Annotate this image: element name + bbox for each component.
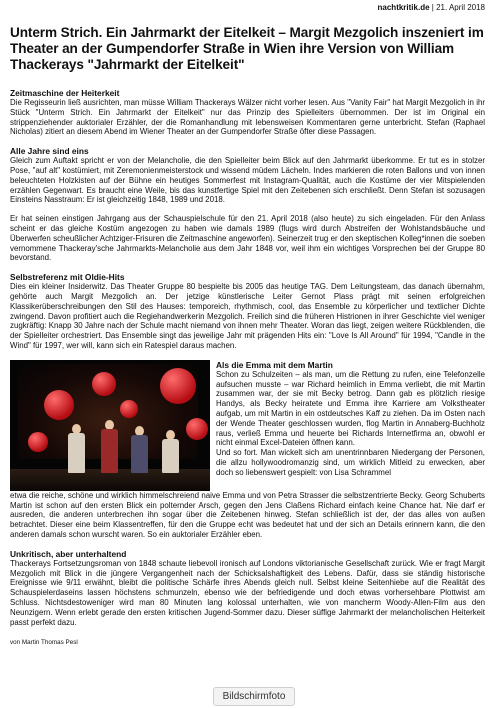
section-paragraph: Thackerays Fortsetzungsroman von 1848 schaute liebevoll ironisch auf Londons viktorianische Gesellschaft zurück. Wie er fragt Margit Mezgolich mit Blick in die jüngere Vergangenheit nach der Schicksalshaftigkeit des Lebens. Dafür, dass sie ständig historische Ereignisse wie 9/11 erwähnt, bleibt die politische Schärfe ihres Abends gleich null. Selbst kleine Seitenhiebe auf die Realität des Schauspielerdaseins lassen höchstens schmunzeln, ebenso wie der befriedigende und doch etwas vorhersehbare Plottwist am Schluss. Nichtsdestoweniger wird man 80 Minuten lang kolossal unterhalten, wie von mancherm Woody-Allen-Film aus den Neunzigern. Wenn erlebt gerade den ersten kritischen Jugend-Sommer dazu. Dieser süffige Jahrmarkt der melancholischen Heiterkeit passt perfekt dazu.	[10, 558, 485, 627]
section-paragraph: Und so fort. Man wickelt sich am unentrinnbaren Niedergang der Personen, die allzu hollywoodromanzig sind, um wirklich Mitleid zu erwecken, aber doch so liebenswert gespielt: von Lisa Schrammel	[216, 448, 485, 477]
header-separator: |	[429, 3, 437, 12]
header-date: 21. April 2018	[436, 3, 485, 12]
section-unkritisch	[10, 549, 485, 628]
section-paragraph: Dies ein kleiner Insiderwitz. Das Theater Gruppe 80 bespielte bis 2005 das heutige TAG. Dem Leitungsteam, das danach übernahm, gehörte auch Margit Mezgolich an. Der jetzige künstlerische Leiter Gernot Plass prägt mit seinen erfolgreichen Klassikerüberschreibungen den Stil des Hauses: temporeich, rhythmisch, cool, das Ensemble zu körperlicher und textlicher Dichte zwingend. Davon profitiert auch die Regiehandwerkerin Mezgolich. Freilich sind die früheren Histrionen in ihrer Geschichte viel weniger zugkräftig: Knapp 30 Jahre nach der Schule macht niemand von ihnen mehr Theater. Woran das liegt, zeigen weitere Rückblenden, die der Spielleiter orchestriert. Das Ensemble singt das jeweilige Jahr mit prägenden Hits ein: "Love Is All Around" für 1994, "Candle in the Wind" für 1997, wer will, kann sich ein Ratespiel daraus machen.	[10, 282, 485, 350]
side-text-column	[216, 360, 485, 491]
site-name: nachtkritik.de	[377, 3, 430, 12]
section-title: Zeitmaschine der Heiterkeit	[10, 88, 120, 98]
section-title: Selbstreferenz mit Oldie-Hits	[10, 272, 125, 283]
section-title: Alle Jahre sind eins	[10, 146, 89, 157]
section-alle-jahre	[10, 146, 485, 263]
section-selbstreferenz	[10, 272, 485, 351]
section-paragraph: Gleich zum Auftakt spricht er von der Melancholie, die den Spielleiter beim Blick auf den Jahrmarkt überkomme. Er tut es in stolzer Pose, "auf alt" kostümiert, mit Zeremonienmeisterstock und wissend müdem Lächeln. Indes markieren die roten Ballons und von innen beleuchteten Holzkisten auf der Bühne ein heutiges Sommerfest mit Instagram-Qualität, auch die Kostüme der vier Mitspielenden erzählen Gegenwart. Es braucht eine Weile, bis das kunstfertige Spiel mit den Zeitebenen sich erschließt. Denn Stefan ist sozusagen Einsteins Nasstraum: Er ist gleichzeitig 1848, 1989 und 2018.	[10, 156, 485, 205]
screenshot-button[interactable]: Bildschirmfoto	[213, 687, 295, 706]
author-byline: von Martin Thomas Pesl	[10, 639, 78, 647]
section-paragraph: Schon zu Schulzeiten – als man, um die Rettung zu rufen, eine Telefonzelle aufsuchen musste – war Richard heimlich in Emma verliebt, die mit Martin zusammen war, der sie mit Becky betrog. Dann gab es plötzlich riesige Handys, als Becky heiratete und Emma ihre Karriere am Volkstheater aufgab, um mit Martin in ein ostdeutsches Kaff zu ziehen. Da im Osten nach der Wende Theater geschlossen wurden, flog Martin in Annaberg-Buchholz raus, verließ Emma und heuerte bei Richards Internetfirma an, obwohl er nicht einmal Excel-Dateien öffnen kann.	[216, 369, 485, 448]
section-title: Unkritisch, aber unterhaltend	[10, 548, 127, 559]
article-headline: Unterm Strich. Ein Jahrmarkt der Eitelkeit – Margit Mezgolich inszeniert im Theater an der Gumpendorfer Straße in Wien ihre Version von William Thackerays "Jahrmarkt der Eitelkeit"	[10, 25, 484, 72]
section-zeitmaschine	[10, 88, 485, 137]
section-emma-martin	[10, 360, 485, 491]
stage-photo	[10, 360, 210, 491]
page-header	[10, 0, 485, 15]
section-paragraph: etwa die reiche, schöne und wirklich himmelschreiend naive Emma und von Petra Strasser die selbstzentrierte Becky. Georg Schuberts Martin ist schon auf den ersten Blick ein polternder Arsch, gegen den Jens Claßens Richard einfach keine Chance hat. Nie darf er ausreden, die anderen unterbrechen ihn sogar über die Zeitebenen hinweg. Stefan schließlich ist der, der das alles von außen betrachtet. Dieser eine beim Klassentreffen, für den die Gruppe echt was bedeutet hat und der sich an Details erinnern kann, die den anderen damals schon wurscht waren. So ein auktorialer Erzähler eben.	[10, 490, 485, 539]
section-paragraph: Er hat seinen einstigen Jahrgang aus der Schauspielschule für den 21. April 2018 (also heute) zu sich eingeladen. Für den Anlass scheint er das gleiche Kostüm angezogen zu haben wie damals 1989 (flugs wird durch Abstreifen der Wohlstandsbäuche und Überwerfen scheußlicher Achtziger-Frisuren die Zeitmaschine angeworfen). Seinerzeit trug er den skeptischen Kolleg*innen die soeben vernommene Thackeray'sche Jahrmarkts-Melancholie aus dem Jahr 1848 vor, weil ihm ein wichtiges Vorsprechen bei der Gruppe 80 bevorstand.	[10, 214, 485, 263]
section-paragraph: Die Regisseurin ließ ausrichten, man müsse William Thackerays Wälzer nicht vorher lesen. Aus "Vanity Fair" hat Margit Mezgolich in ihr Stück "Unterm Strich. Ein Jahrmarkt der Eitelkeit" nur das Prinzip des Spielleiters übernommen. Der ist im Original ein strippenziehender auktorialer Erzähler, der die Romanhandlung mit lebensweisen Kommentaren gerne unterbricht. Stefan (Raphael Nicholas) zitiert an diesem Abend im Wiener Theater an der Gumpendorfer Straße öfter diese Passagen.	[10, 98, 485, 137]
section-title: Als die Emma mit dem Martin	[216, 359, 333, 370]
